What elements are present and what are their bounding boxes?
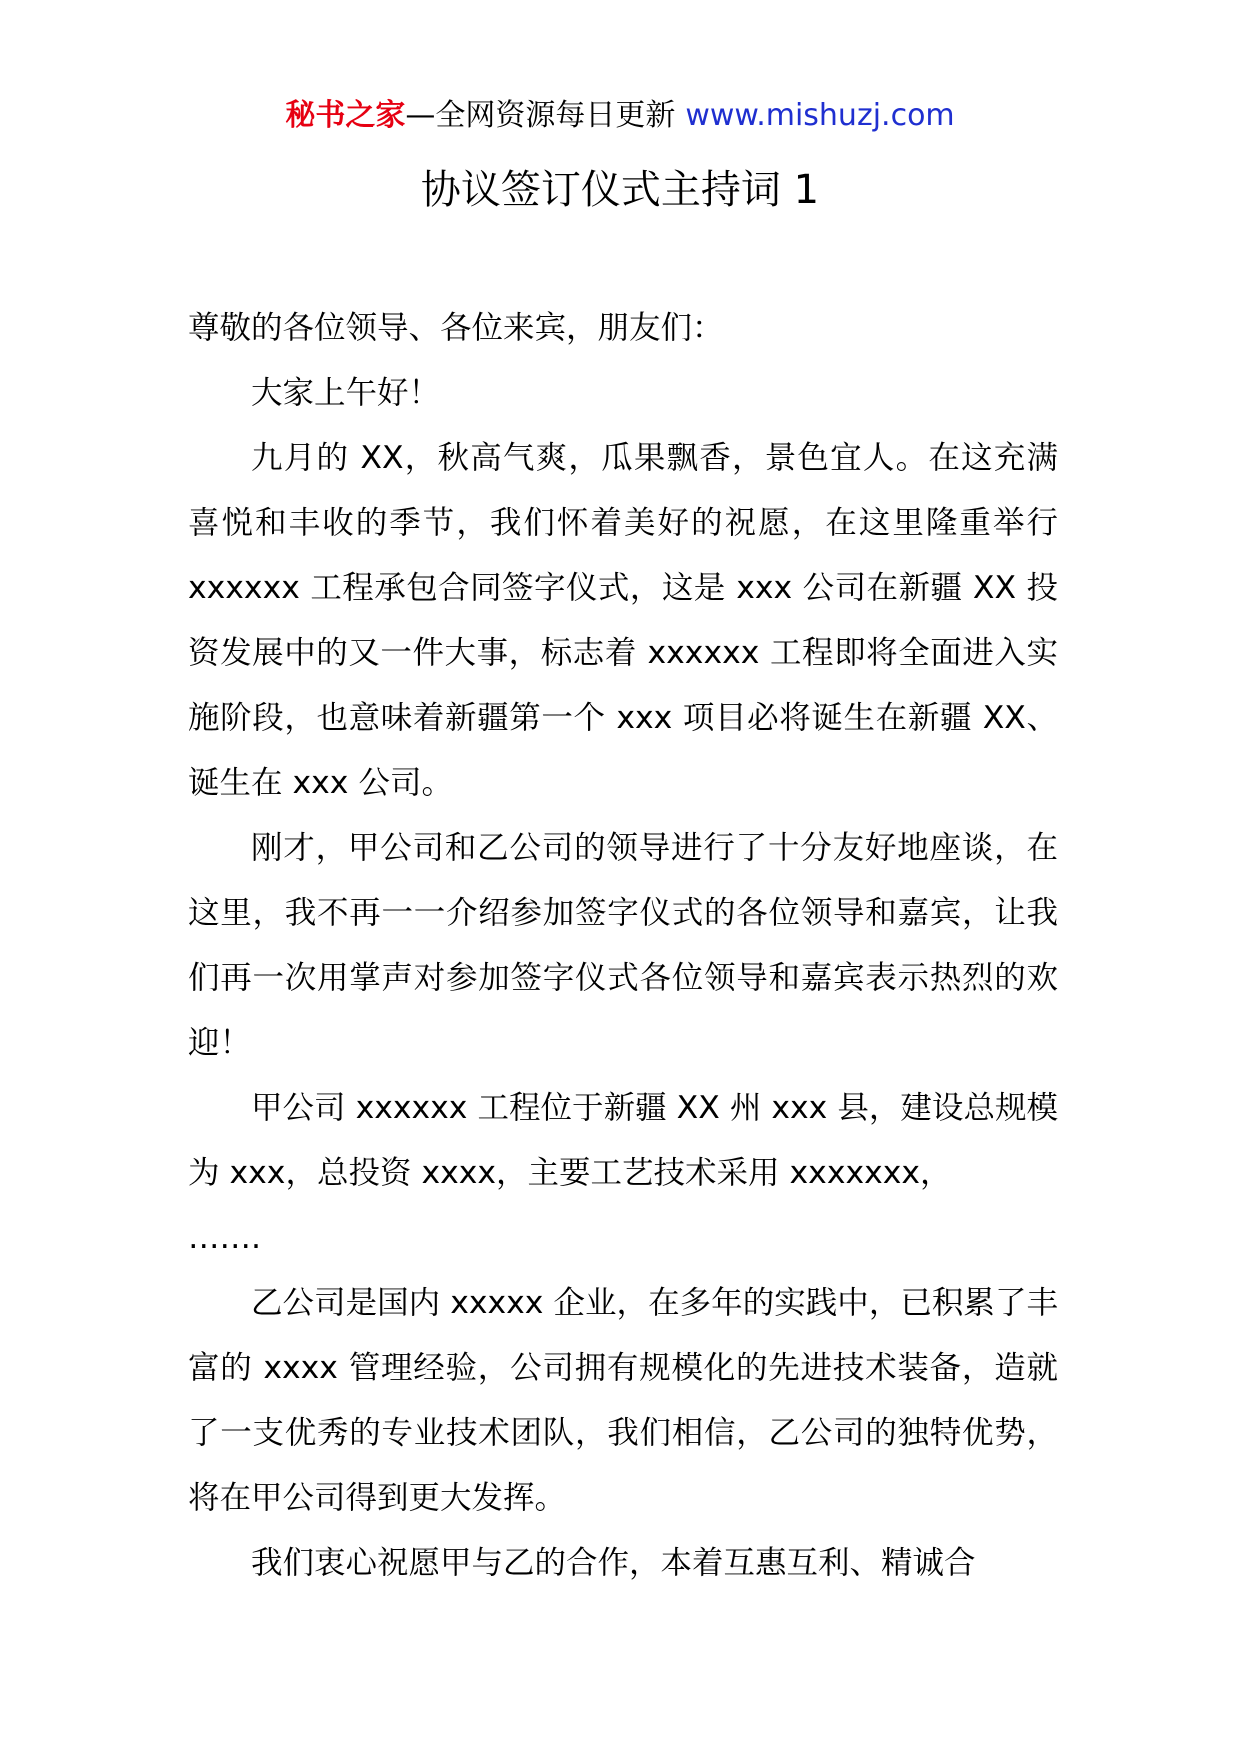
paragraph-welcome: 刚才，甲公司和乙公司的领导进行了十分友好地座谈，在这里，我不再一一介绍参加签字仪式的各位领导和嘉宾，让我们再一次用掌声对参加签字仪式各位领导和嘉宾表示热烈的欢迎！ (188, 830, 1058, 1061)
paragraph-company-a: 甲公司 xxxxxx 工程位于新疆 XX 州 xxx 县，建设总规模为 xxx，总投资 xxxx，主要工艺技术采用 xxxxxxx， (188, 1090, 1058, 1191)
ellipsis: ……. (188, 1220, 262, 1256)
site-url-link[interactable]: www.mishuzj.com (685, 98, 955, 133)
site-header (0, 96, 1240, 136)
brand-name: 秘书之家 (285, 98, 406, 133)
salutation: 尊敬的各位领导、各位来宾，朋友们： (188, 310, 724, 346)
document-title: 协议签订仪式主持词 1 (420, 167, 820, 213)
paragraph-closing: 我们衷心祝愿甲与乙的合作，本着互惠互利、精诚合 (251, 1545, 976, 1581)
paragraph-greeting: 大家上午好！ (251, 375, 441, 411)
paragraph-company-b: 乙公司是国内 xxxxx 企业，在多年的实践中，已积累了丰富的 xxxx 管理经验，公司拥有规模化的先进技术装备，造就了一支优秀的专业技术团队，我们相信，乙公司的独特优势，将在甲公司得到更大发挥。 (188, 1285, 1058, 1516)
paragraph-opening: 九月的 XX，秋高气爽，瓜果飘香，景色宜人。在这充满喜悦和丰收的季节，我们怀着美好的祝愿，在这里隆重举行 xxxxxx 工程承包合同签字仪式，这是 xxx 公司在新疆 XX 投资发展中的又一件大事，标志着 xxxxxx 工程即将全面进入实施阶段，也意味着新疆第一个 xxx 项目必将诞生在新疆 XX、诞生在 xxx 公司。 (188, 440, 1058, 801)
brand-slogan: —全网资源每日更新 (405, 98, 676, 133)
document-body (188, 296, 1058, 1596)
